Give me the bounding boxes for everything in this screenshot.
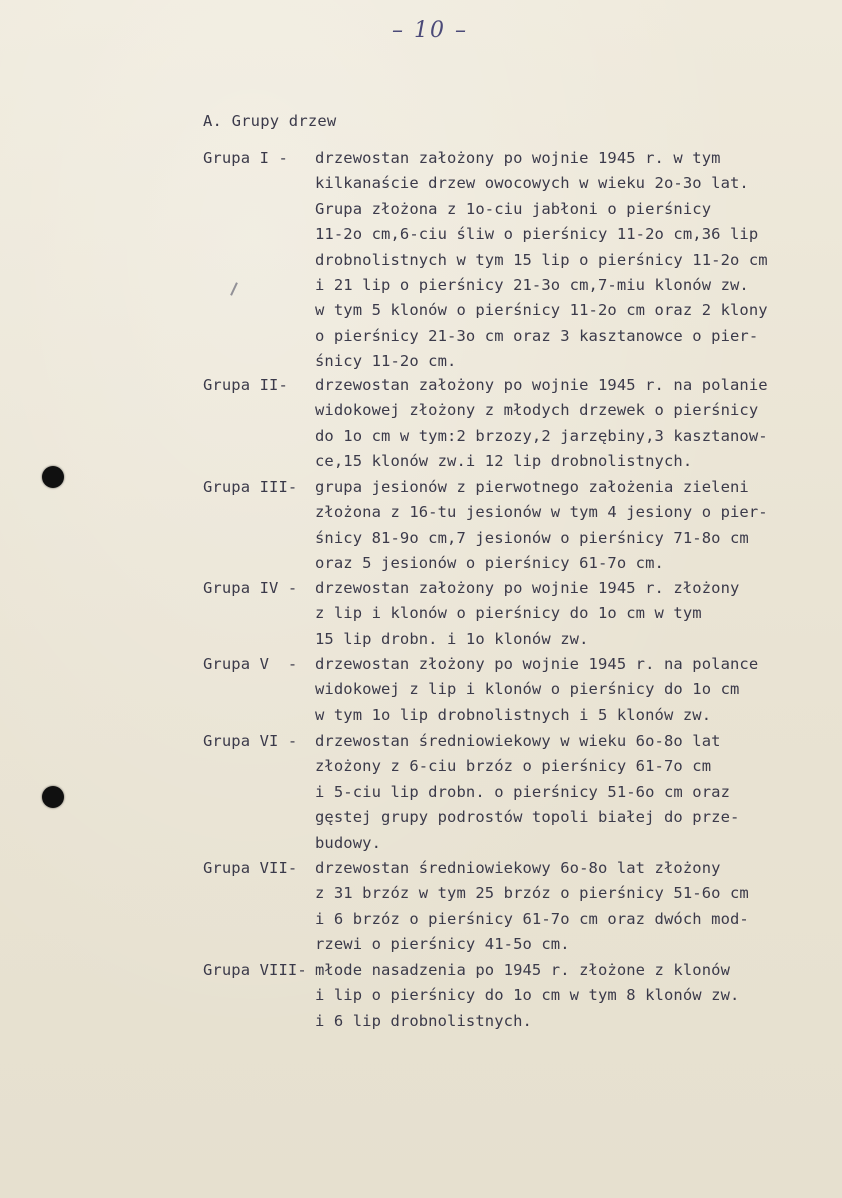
description-line: młode nasadzenia po 1945 r. złożone z klonów: [315, 961, 730, 979]
group-description: [315, 958, 825, 1034]
group-description: [315, 856, 825, 958]
group-label: Grupa V -: [203, 655, 298, 673]
group-description: [315, 652, 825, 728]
group-label: Grupa IV -: [203, 579, 298, 597]
description-line: w tym 1o lip drobnolistnych i 5 klonów zw.: [315, 705, 712, 724]
group-description: [315, 475, 825, 577]
description-line: kilkanaście drzew owocowych w wieku 2o-3o lat.: [315, 174, 749, 193]
description-line: oraz 5 jesionów o pierśnicy 61-7o cm.: [315, 554, 664, 573]
description-line: z 31 brzóz w tym 25 brzóz o pierśnicy 51-6o cm: [315, 884, 749, 903]
group-description: [315, 373, 825, 475]
description-line: budowy.: [315, 833, 382, 852]
description-line: z lip i klonów o pierśnicy do 1o cm w tym: [315, 604, 702, 623]
description-line: i 21 lip o pierśnicy 21-3o cm,7-miu klonów zw.: [315, 275, 749, 294]
group-label: Grupa II-: [203, 376, 288, 394]
description-line: 15 lip drobn. i 1o klonów zw.: [315, 629, 589, 648]
description-line: drzewostan założony po wojnie 1945 r. złożony: [315, 579, 740, 597]
description-line: i 5-ciu lip drobn. o pierśnicy 51-6o cm oraz: [315, 782, 730, 801]
description-line: grupa jesionów z pierwotnego założenia zieleni: [315, 478, 749, 496]
description-line: widokowej z lip i klonów o pierśnicy do 1o cm: [315, 680, 740, 699]
group-description: [315, 729, 825, 856]
description-line: drobnolistnych w tym 15 lip o pierśnicy 11-2o cm: [315, 250, 768, 269]
description-line: drzewostan złożony po wojnie 1945 r. na polance: [315, 655, 759, 673]
description-line: śnicy 81-9o cm,7 jesionów o pierśnicy 71-8o cm: [315, 528, 749, 547]
group-description: [315, 576, 825, 652]
description-line: drzewostan średniowiekowy 6o-8o lat złożony: [315, 859, 721, 877]
group-label: Grupa VI -: [203, 732, 298, 750]
description-line: drzewostan założony po wojnie 1945 r. na polanie: [315, 376, 768, 394]
description-line: złożony z 6-ciu brzóz o pierśnicy 61-7o cm: [315, 757, 712, 776]
description-line: gęstej grupy podrostów topoli białej do prze-: [315, 808, 740, 827]
group-label: Grupa VII-: [203, 859, 298, 877]
description-line: 11-2o cm,6-ciu śliw o pierśnicy 11-2o cm,36 lip: [315, 225, 759, 244]
description-line: widokowej złożony z młodych drzewek o pierśnicy: [315, 401, 759, 420]
description-line: w tym 5 klonów o pierśnicy 11-2o cm oraz 2 klony: [315, 301, 768, 320]
group-label: Grupa I -: [203, 149, 288, 167]
punch-hole: [42, 466, 64, 488]
description-line: i lip o pierśnicy do 1o cm w tym 8 klonów zw.: [315, 986, 740, 1005]
pencil-mark: [230, 282, 238, 296]
group-description: [315, 146, 825, 375]
group-label: Grupa III-: [203, 478, 298, 496]
description-line: drzewostan średniowiekowy w wieku 6o-8o lat: [315, 732, 721, 750]
punch-hole: [42, 786, 64, 808]
description-line: do 1o cm w tym:2 brzozy,2 jarzębiny,3 kasztanow-: [315, 426, 768, 445]
description-line: o pierśnicy 21-3o cm oraz 3 kasztanowce o pier-: [315, 326, 759, 345]
description-line: i 6 brzóz o pierśnicy 61-7o cm oraz dwóch mod-: [315, 909, 749, 928]
description-line: rzewi o pierśnicy 41-5o cm.: [315, 935, 570, 954]
description-line: ce,15 klonów zw.i 12 lip drobnolistnych.: [315, 452, 693, 471]
description-line: Grupa złożona z 1o-ciu jabłoni o pierśnicy: [315, 199, 712, 218]
description-line: złożona z 16-tu jesionów w tym 4 jesiony o pier-: [315, 503, 768, 522]
description-line: drzewostan założony po wojnie 1945 r. w tym: [315, 149, 721, 167]
section-heading: A. Grupy drzew: [203, 112, 337, 130]
page-number: – 10 –: [392, 18, 468, 43]
description-line: i 6 lip drobnolistnych.: [315, 1011, 532, 1030]
group-label: Grupa VIII-: [203, 961, 307, 979]
description-line: śnicy 11-2o cm.: [315, 352, 457, 371]
